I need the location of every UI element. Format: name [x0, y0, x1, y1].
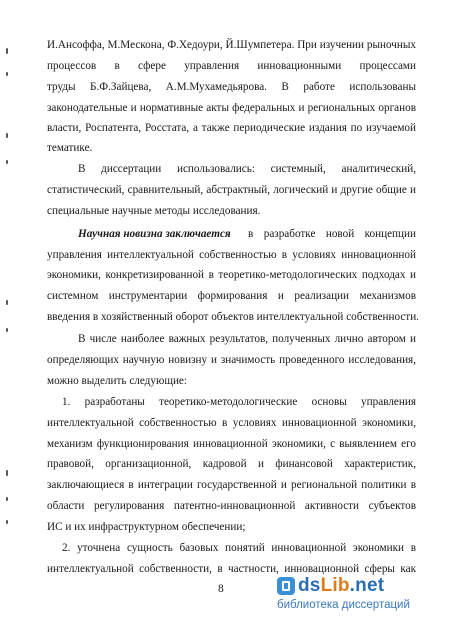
text-line: тематике.: [47, 142, 93, 154]
margin-mark: [6, 160, 8, 164]
margin-mark: [6, 133, 8, 138]
text-line: законодательные и нормативные акты федеральных и региональных органов: [47, 102, 416, 114]
text-line: в разработке новой концепции: [248, 228, 416, 240]
text-line: правовой, организационной, кадровой и финансовой характеристик,: [47, 458, 416, 470]
text-line: И.Ансоффа, М.Мескона, Ф.Хедоури, Й.Шумпетера. При изучении рыночных: [47, 39, 416, 51]
text-line: статистический, сравнительный, абстрактный, логический и другие общие и: [47, 184, 416, 196]
text-line: можно выделить следующие:: [47, 375, 188, 387]
text-line: труды Б.Ф.Зайцева, А.М.Мухамедьярова. В работе использованы: [47, 81, 416, 93]
list-item-2: 2. уточнена сущность базовых понятий инновационной экономики в: [62, 542, 416, 554]
text-line: ИС и их инфраструктурном обеспечении;: [47, 521, 246, 533]
text-line: системном инструментарии формирования и реализации механизмов: [47, 290, 416, 302]
text-line: экономики, конкретизированной в теоретико-методологических подходах и: [47, 269, 416, 281]
text-line: интеллектуальной собственностью в условиях инновационной экономики,: [47, 417, 416, 429]
text-line: управления интеллектуальной собственностью в условиях инновационной: [47, 249, 416, 261]
margin-mark: [6, 497, 8, 501]
text-line: заключающиеся в интеграции государственной и региональной политики в: [47, 479, 416, 491]
book-icon: [277, 577, 295, 595]
margin-mark: [6, 328, 8, 332]
text-line: процессов в сфере управления инновационными процессами: [47, 60, 416, 72]
watermark-title-row: [277, 576, 442, 596]
text-line: введения в хозяйственный оборот объектов интеллектуальной собственности.: [47, 311, 419, 323]
list-item-1: 1. разработаны теоретико-методологические основы управления: [62, 396, 416, 408]
text-line: определяющих научную новизну и значимость проведенного исследования,: [47, 354, 416, 366]
margin-mark: [6, 72, 8, 76]
dslib-watermark: [277, 576, 442, 616]
margin-mark: [6, 48, 8, 54]
text-line: интеллектуальной собственности, в частности, инновационной сферы как: [47, 563, 416, 575]
margin-mark: [6, 300, 8, 305]
text-line: власти, Роспатента, Росстата, а также периодические издания по изучаемой: [47, 122, 416, 134]
text-line: механизм функционирования инновационной экономики, с выявлением его: [47, 438, 416, 450]
text-line: В числе наиболее важных результатов, полученных лично автором и: [78, 333, 416, 345]
margin-marks: [0, 0, 16, 622]
novelty-label: Научная новизна заключается: [78, 228, 231, 240]
text-line: специальные научные методы исследования.: [47, 205, 261, 217]
margin-mark: [6, 470, 8, 476]
text-line: области регулирования патентно-инновационной активности субъектов: [47, 500, 416, 512]
text-line: В диссертации использовались: системный, аналитический,: [78, 163, 416, 175]
margin-mark: [6, 520, 8, 524]
watermark-title: dsLib.net: [298, 575, 385, 596]
page-number: 8: [218, 583, 224, 595]
watermark-subtitle: библиотека диссертаций: [277, 599, 410, 611]
